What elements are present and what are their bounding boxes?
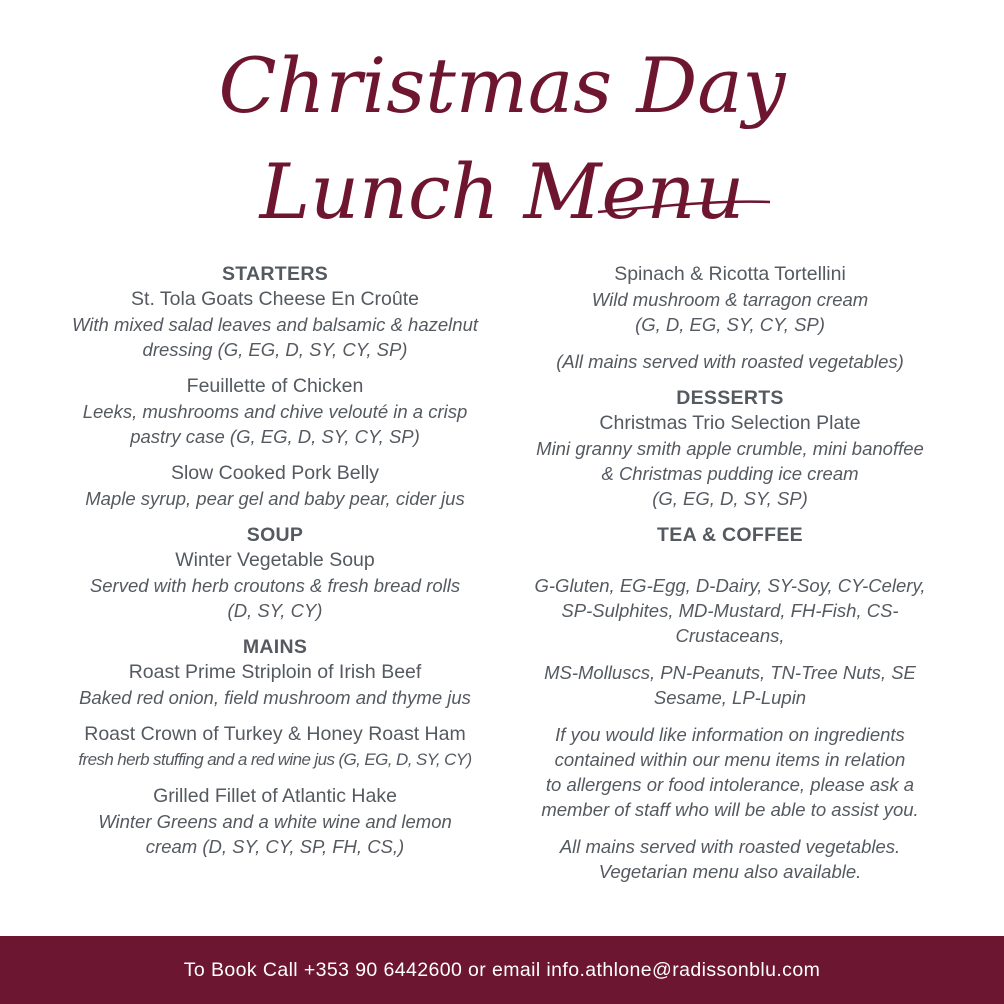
left-column xyxy=(54,262,496,859)
menu-title-graphic xyxy=(0,30,1004,260)
dish-description: Maple syrup, pear gel and baby pear, cider jus xyxy=(85,488,465,509)
title-line-1: Christmas Day xyxy=(218,41,786,130)
mains-note: (All mains served with roasted vegetables) xyxy=(556,351,904,372)
booking-footer-text: To Book Call +353 90 6442600 or email info.athlone@radissonblu.com xyxy=(183,958,821,981)
section-heading-soup: SOUP xyxy=(246,524,304,546)
section-heading-tea-coffee: TEA & COFFEE xyxy=(657,524,803,546)
dish-description: (D, SY, CY) xyxy=(227,600,323,621)
booking-footer xyxy=(0,936,1004,1004)
dish-name: Roast Crown of Turkey & Honey Roast Ham xyxy=(84,723,466,745)
dish-name: Grilled Fillet of Atlantic Hake xyxy=(153,785,397,807)
dish-name: Winter Vegetable Soup xyxy=(175,549,375,571)
dish-name: Roast Prime Striploin of Irish Beef xyxy=(128,661,422,683)
allergen-info: contained within our menu items in relation xyxy=(554,749,906,770)
dish-description: cream (D, SY, CY, SP, FH, CS,) xyxy=(145,836,405,857)
allergen-key: SP-Sulphites, MD-Mustard, FH-Fish, CS- xyxy=(561,600,899,621)
allergen-info: member of staff who will be able to assist you. xyxy=(541,799,919,820)
dish-name: Feuillette of Chicken xyxy=(186,375,364,397)
allergen-key: Sesame, LP-Lupin xyxy=(653,687,807,708)
dish-description: Winter Greens and a white wine and lemon xyxy=(98,811,452,832)
section-heading-mains: MAINS xyxy=(242,636,308,658)
section-heading-starters: STARTERS xyxy=(221,263,329,285)
allergen-info: to allergens or food intolerance, please ask a xyxy=(545,774,915,795)
dish-description: & Christmas pudding ice cream xyxy=(601,463,859,484)
allergen-key: G-Gluten, EG-Egg, D-Dairy, SY-Soy, CY-Celery, xyxy=(534,575,926,596)
dish-description: Baked red onion, field mushroom and thyme jus xyxy=(79,687,471,708)
dish-description: (G, EG, D, SY, SP) xyxy=(652,488,808,509)
dish-description: (G, D, EG, SY, CY, SP) xyxy=(635,314,825,335)
dish-name: St. Tola Goats Cheese En Croûte xyxy=(131,288,419,310)
dish-description: dressing (G, EG, D, SY, CY, SP) xyxy=(142,339,408,360)
dish-description: Mini granny smith apple crumble, mini banoffee xyxy=(536,438,924,459)
dish-description: fresh herb stuffing and a red wine jus (G, EG, D, SY, CY) xyxy=(78,750,472,769)
right-column xyxy=(510,262,950,884)
section-heading-desserts: DESSERTS xyxy=(676,387,784,409)
title-line-2: Lunch Menu xyxy=(259,147,745,236)
dish-description: Wild mushroom & tarragon cream xyxy=(591,289,869,310)
dish-name: Christmas Trio Selection Plate xyxy=(599,412,861,434)
dish-name: Slow Cooked Pork Belly xyxy=(170,462,380,484)
final-note: Vegetarian menu also available. xyxy=(598,861,862,882)
dish-description: Leeks, mushrooms and chive velouté in a crisp xyxy=(82,401,468,422)
dish-description: With mixed salad leaves and balsamic & hazelnut xyxy=(71,314,478,335)
allergen-info: If you would like information on ingredients xyxy=(555,724,905,745)
menu-title xyxy=(0,30,1004,260)
dish-name: Spinach & Ricotta Tortellini xyxy=(614,263,846,285)
final-note: All mains served with roasted vegetables. xyxy=(559,836,901,857)
allergen-key: MS-Molluscs, PN-Peanuts, TN-Tree Nuts, SE xyxy=(544,662,916,683)
dish-description: Served with herb croutons & fresh bread rolls xyxy=(89,575,461,596)
dish-description: pastry case (G, EG, D, SY, CY, SP) xyxy=(130,426,420,447)
allergen-key: Crustaceans, xyxy=(675,625,785,646)
